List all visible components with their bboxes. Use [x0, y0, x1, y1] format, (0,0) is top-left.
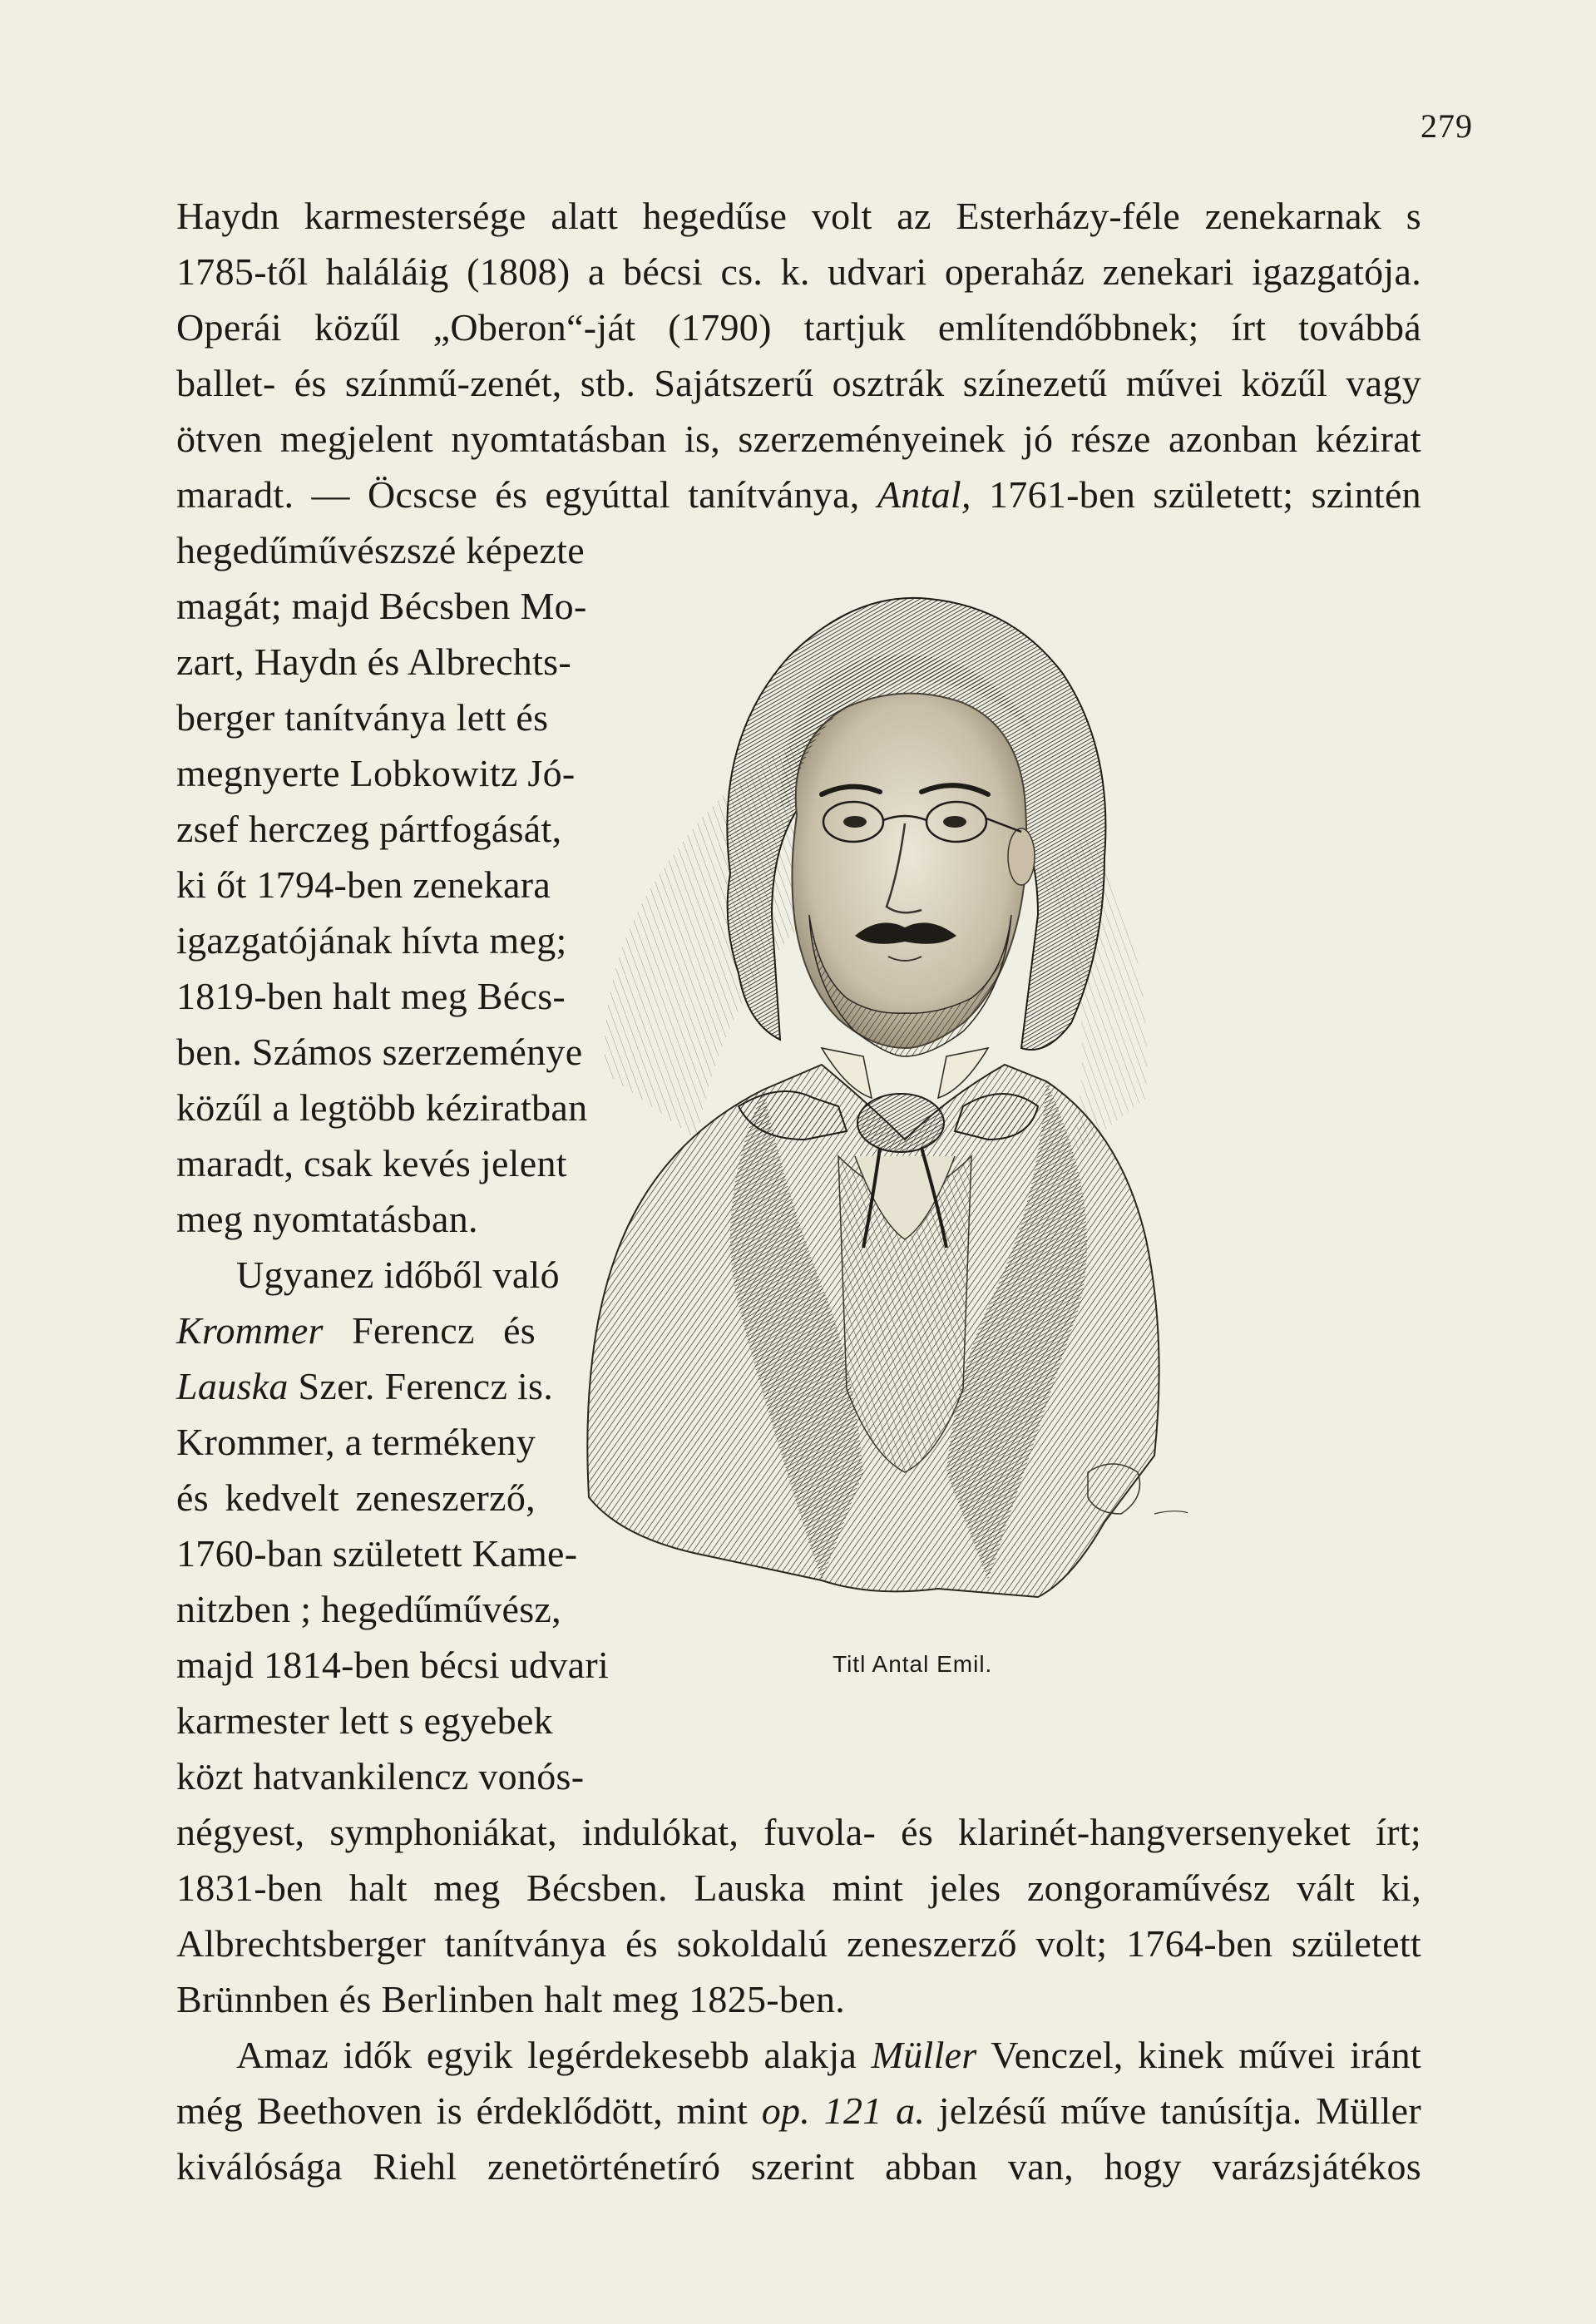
opus-reference: op. 121 a.: [761, 2089, 926, 2132]
text-line: 1819-ben halt meg Bécs-: [176, 975, 566, 1017]
text-line: ben. Számos szerzeménye: [176, 1031, 583, 1073]
text-line: nitzben ; hegedűművész,: [176, 1588, 561, 1630]
text-line: berger tanítványa lett és: [176, 696, 549, 739]
text-line: megnyerte Lobkowitz Jó-: [176, 752, 576, 794]
text-line: [176, 1306, 536, 1356]
text-line: ki őt 1794-ben zenekara: [176, 863, 551, 906]
text-segment: Venczel, kinek művei iránt: [976, 2034, 1421, 2076]
figure-caption: Titl Antal Emil.: [833, 1651, 993, 1677]
text-line: [176, 1362, 554, 1412]
text-segment: Ferencz és: [323, 1309, 536, 1352]
text-line: magát; majd Bécsben Mo-: [176, 585, 587, 627]
text-line: karmester lett s egyebek: [176, 1699, 553, 1742]
face: [792, 694, 1026, 1048]
text-line: zart, Haydn és Albrechts-: [176, 640, 572, 683]
text-segment: még Beethoven is érdeklődött, mint: [176, 2089, 762, 2132]
text-line: és kedvelt zeneszerző,: [176, 1476, 536, 1519]
text-line: kiválósága Riehl zenetörténetíró szerint abban van, hogy varázsjátékos: [176, 2145, 1421, 2188]
text-line: 1760-ban született Kame-: [176, 1532, 578, 1575]
text-line: Albrechtsberger tanítványa és sokoldalú zeneszerző volt; 1764-ben született: [176, 1922, 1421, 1965]
text-line: zsef herczeg pártfogását,: [176, 808, 562, 850]
text-line: 1831-ben halt meg Bécsben. Lauska mint jeles zongoraművész vált ki,: [176, 1867, 1421, 1909]
text-line: [236, 2030, 1421, 2080]
text-line: közt hatvankilencz vonós-: [176, 1755, 585, 1797]
text-line: meg nyomtatásban.: [176, 1198, 478, 1240]
person-name-antal: Antal,: [877, 473, 971, 516]
text-line: igazgatójának hívta meg;: [176, 919, 567, 962]
text-line: Brünnben és Berlinben halt meg 1825-ben.: [176, 1978, 846, 2020]
text-line: Ugyanez időből való: [236, 1253, 560, 1296]
person-name-lauska: Lauska: [176, 1365, 289, 1407]
person-name-krommer: Krommer: [176, 1309, 324, 1352]
text-segment: Amaz idők egyik legérdekesebb alakja: [236, 2034, 872, 2076]
text-line: ötven megjelent nyomtatásban is, szerzeményeinek jó része azonban kézirat: [176, 418, 1421, 460]
person-name-muller: Müller: [871, 2034, 977, 2076]
text-line: [176, 470, 1421, 520]
text-segment: maradt. — Öcscse és egyúttal tanítványa,: [176, 473, 877, 516]
text-line: négyest, symphoniákat, indulókat, fuvola- és klarinét-hangversenyeket írt;: [176, 1811, 1421, 1853]
portrait-engraving: [572, 557, 1188, 1622]
text-line: majd 1814-ben bécsi udvari: [176, 1644, 610, 1686]
text-line: Haydn karmestersége alatt hegedűse volt az Esterházy-féle zenekarnak s: [176, 195, 1421, 237]
text-line: hegedűművészszé képezte: [176, 529, 585, 571]
text-line: [176, 2086, 1421, 2136]
text-line: Operái közűl „Oberon“-ját (1790) tartjuk említendőbbnek; írt továbbá: [176, 306, 1421, 349]
text-line: maradt, csak kevés jelent: [176, 1142, 567, 1184]
text-line: Krommer, a termékeny: [176, 1421, 536, 1463]
text-line: 1785-től haláláig (1808) a bécsi cs. k. udvari operaház zenekari igazgatója.: [176, 250, 1421, 293]
page-number: 279: [1421, 107, 1473, 145]
text-line: ballet- és színmű-zenét, stb. Sajátszerű osztrák színezetű művei közűl vagy: [176, 362, 1421, 404]
text-segment: Szer. Ferencz is.: [288, 1365, 554, 1407]
text-segment: 1761-ben született; szintén: [971, 473, 1421, 516]
text-segment: jelzésű műve tanúsítja. Müller: [925, 2089, 1421, 2132]
text-line: közűl a legtöbb kéziratban: [176, 1086, 588, 1129]
